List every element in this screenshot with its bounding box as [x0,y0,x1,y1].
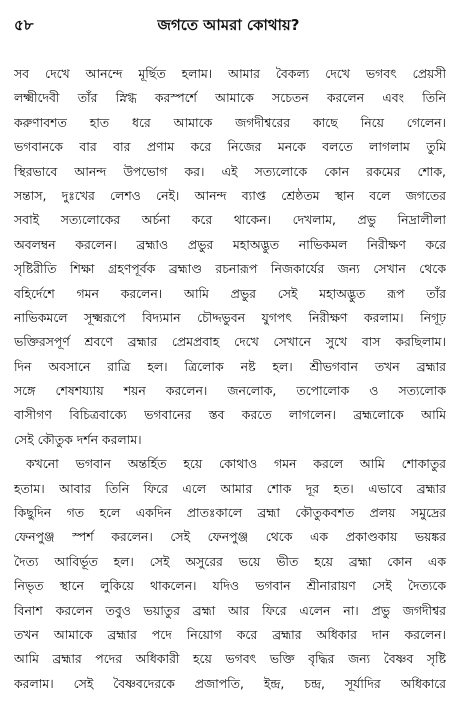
text-line: সবাই সত্যলোকের অর্চনা করে থাকেন। দেখলাম, প্রভু নিদ্রালীলা [14,212,446,228]
text-line: ফেনপুঞ্জ স্পর্শ করলেন। সেই ফেনপুঞ্জ থেকে এক প্রকাণ্ডকায় ভয়ঙ্কর [14,529,446,545]
text-line: অবলম্বন করলেন। ব্রহ্মাও প্রভুর মহাঅদ্ভুত নাভিকমল নিরীক্ষণ করে [14,236,446,252]
text-line: করুণাবশত হাত ধরে আমাকে জগদীশ্বরের কাছে নিয়ে গেলেন। [14,114,446,130]
text-line: দিন অবসানে রাত্রি হল। ত্রিলোক নষ্ট হল। শ্রীভগবান তখন ব্রহ্মার [14,358,446,374]
text-line: সন্তাস, দুঃখের লেশও নেই। আনন্দ ব্যাপ্ত শ্রেষ্ঠতম স্থান বলে জগতের [14,187,446,203]
text-line: নিভৃত স্থানে লুকিয়ে থাকলেন। যদিও ভগবান শ্রীনারায়ণ সেই দৈত্যকে [14,578,446,594]
text-line: কিছুদিন গত হলে একদিন প্রাতঃকালে ব্রহ্মা কৌতুকবশত প্রলয় সমুদ্রের [14,505,446,521]
text-line: তখন আমাকে ব্রহ্মার পদে নিয়োগ করে ব্রহ্মার অধিকার দান করলেন। [14,626,446,642]
text-line: দৈত্য আবির্ভূত হল। সেই অসুরের ভয়ে ভীত হয়ে ব্রহ্মা কোন এক [14,553,446,569]
text-line: বিনাশ করলেন তবুও ভয়াতুর ব্রহ্মা আর ফিরে এলেন না। প্রভু জগদীশ্বর [14,602,446,618]
body-text [14,62,446,696]
text-line: ভগবানকে বার বার প্রণাম করে নিজের মনকে বলতে লাগলাম তুমি [14,139,446,155]
text-line: সৃষ্টিরীতি শিক্ষা গ্রহণপূর্বক ব্রহ্মাণ্ড রচনারূপ নিজকার্যের জন্য সেখান থেকে [14,261,446,277]
text-line: বহির্দেশে গমন করলেন। আমি প্রভুর সেই মহাঅদ্ভুত রূপ তাঁর [14,285,446,301]
text-line: নাভিকমলে সূক্ষ্মরূপে বিদ্যমান চৌদ্দভুবন যুগপৎ নিরীক্ষণ করলাম। নিগূঢ় [14,309,446,325]
running-title: জগতে আমরা কোথায়? [157,16,300,34]
page-number: ৫৮ [14,16,34,34]
page-header [14,8,443,44]
text-line: সব দেখে আনন্দে মূর্ছিত হলাম। আমার বৈকল্য দেখে ভগবৎ প্রেয়সী [14,66,446,81]
text-line: হতাম। আবার তিনি ফিরে এলে আমার শোক দূর হত। এভাবে ব্রহ্মার [14,480,446,496]
text-line: আমি ব্রহ্মার পদের অধিকারী হয়ে ভগবৎ ভক্তি বৃদ্ধির জন্য বৈষ্ণব সৃষ্টি [14,651,446,667]
text-line: করলাম। সেই বৈষ্ণবদেরকে প্রজাপতি, ইন্দ্র, চন্দ্র, সূর্যাদির অধিকারে [14,675,446,691]
text-line: স্থিরভাবে আনন্দ উপভোগ কর। এই সত্যলোকে কোন রকমের শোক, [14,163,446,179]
text-line: বাসীগণ বিচিত্রবাক্যে ভগবানের স্তব করতে লাগলেন। ব্রহ্মলোকে আমি [14,407,446,423]
text-line: সঙ্গে শেষশয্যায় শয়ন করলেন। জনলোক, তপোলোক ও সত্যলোক [14,383,446,399]
text-line: সেই কৌতুক দর্শন করলাম। [14,431,142,447]
text-line: লক্ষ্মীদেবী তাঁর স্নিগ্ধ করস্পর্শে আমাকে সচেতন করলেন এবং তিনি [14,90,446,106]
text-line: ভক্তিরসপূর্ণ শ্রবণে ব্রহ্মার প্রেমপ্রবাহ দেখে সেখানে সুখে বাস করছিলাম। [14,334,446,350]
text-line: কখনো ভগবান অন্তর্হিত হয়ে কোথাও গমন করলে আমি শোকাতুর [26,456,446,472]
